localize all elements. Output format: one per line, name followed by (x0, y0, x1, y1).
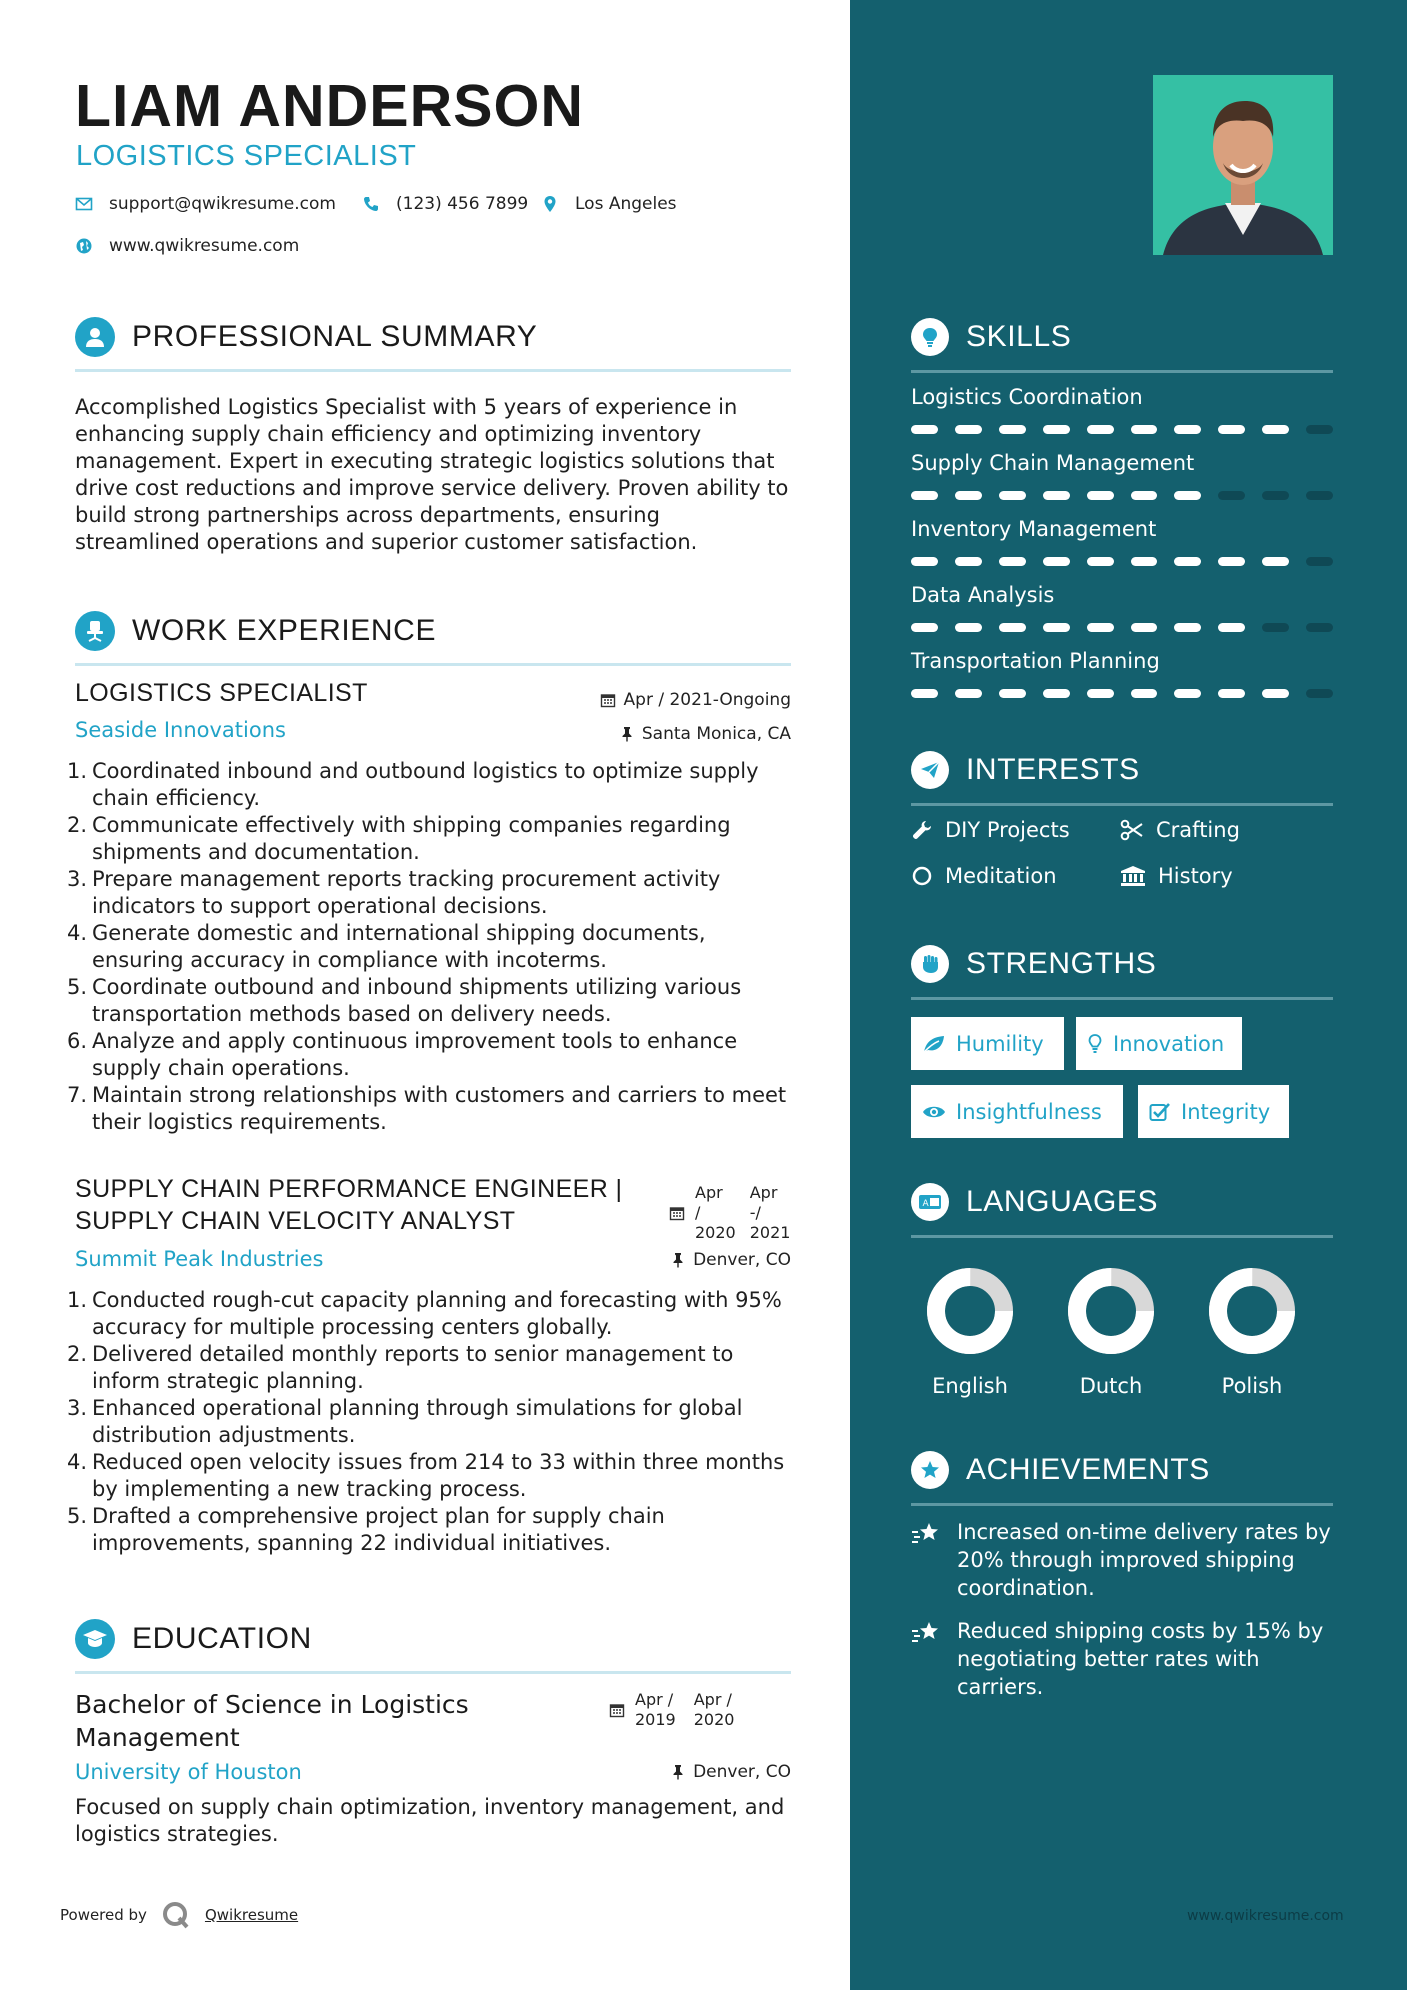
language-item: English (900, 1266, 1040, 1398)
education-entry (75, 1688, 791, 1848)
skill-level-dash (911, 689, 938, 698)
lightbulb-icon (911, 318, 949, 356)
office-chair-icon (75, 611, 115, 651)
education-location: Denver, CO (671, 1762, 791, 1782)
skill-level-dash (1131, 689, 1158, 698)
skill-level-dash (1262, 491, 1289, 500)
job-entry (67, 1173, 791, 1557)
skill-level-dash (1087, 689, 1114, 698)
skill-level-dash (999, 557, 1026, 566)
check-square-icon (1149, 1102, 1171, 1122)
list-item: 5. Drafted a comprehensive project plan for supply chain improvements, spanning 22 individual initiatives. (67, 1504, 665, 1555)
contact-email[interactable] (75, 194, 336, 214)
skill-level-dash (955, 689, 982, 698)
school-name: University of Houston (75, 1760, 302, 1784)
skill-level-dash (1174, 491, 1201, 500)
job-entry (67, 679, 791, 1136)
job-location (671, 1250, 791, 1270)
skill-level-dash (1262, 623, 1289, 632)
skill-level-dash (911, 491, 938, 500)
job-dates-text: Apr / 2021-Ongoing (623, 690, 791, 710)
job-dates: Apr / 2020 Apr -/ 2021 (669, 1183, 790, 1243)
qwikresume-logo-icon (161, 1900, 191, 1930)
skill-level-dash (1087, 557, 1114, 566)
skill-level-dash (1306, 425, 1333, 434)
phone-icon (362, 195, 380, 213)
section-divider (911, 370, 1333, 373)
skill-level-dash (999, 689, 1026, 698)
skill-level-dash (1131, 557, 1158, 566)
skill-level-dash (1174, 557, 1201, 566)
skill-level-dash (1262, 689, 1289, 698)
list-item: 2. Communicate effectively with shipping companies regarding shipments and documentation. (67, 813, 731, 864)
summary-section (75, 313, 791, 556)
job-title: LOGISTICS SPECIALIST (75, 679, 368, 707)
summary-text: Accomplished Logistics Specialist with 5 years of experience in enhancing supply chain efficiency and optimizing inventory management. Expert in executing strategic logistics solutions that drive cost reductions and improve service delivery. Proven ability to build strong partnerships across departments, ensuring streamlined operations and superior customer satisfaction. (75, 395, 789, 554)
strength-chip: Integrity (1138, 1085, 1289, 1138)
skill-level-dash (1174, 623, 1201, 632)
skill-level-dash (999, 623, 1026, 632)
skill-level-dash (999, 425, 1026, 434)
skill-level-dash (1131, 623, 1158, 632)
strength-chip: Insightfulness (911, 1085, 1123, 1138)
languages-heading: LANGUAGES (966, 1185, 1159, 1218)
achievement-item: Reduced shipping costs by 15% by negotiating better rates with carriers. (911, 1617, 1341, 1701)
scissors-icon (1120, 819, 1144, 841)
calendar-icon (600, 692, 616, 708)
skills-section (911, 313, 1333, 373)
skill-level-bar (911, 425, 1333, 434)
skill-level-dash (955, 425, 982, 434)
skill-level-dash (1218, 491, 1245, 500)
user-icon (75, 317, 115, 357)
section-divider (75, 663, 791, 666)
language-item: Dutch (1041, 1266, 1181, 1398)
website-text: www.qwikresume.com (109, 236, 300, 256)
skill-level-dash (1306, 689, 1333, 698)
svg-text:A: A (922, 1199, 929, 1209)
skill-level-dash (1218, 557, 1245, 566)
candidate-title: LOGISTICS SPECIALIST (76, 140, 417, 172)
eye-icon (922, 1103, 946, 1121)
candidate-name: LIAM ANDERSON (75, 73, 585, 139)
strength-chip: Innovation (1076, 1017, 1242, 1070)
skill-level-dash (1043, 491, 1070, 500)
list-item: 1. Conducted rough-cut capacity planning and forecasting with 95% accuracy for multiple processing centers globally. (67, 1288, 782, 1339)
brand-link[interactable]: Qwikresume (204, 1906, 299, 1924)
skill-level-dash (1131, 425, 1158, 434)
pushpin-icon (671, 1252, 685, 1268)
skill-level-dash (1306, 623, 1333, 632)
list-item: 3. Prepare management reports tracking procurement activity indicators to support operational decisions. (67, 867, 721, 918)
skill-level-dash (1174, 425, 1201, 434)
interest-item: DIY Projects (911, 818, 1070, 842)
paper-plane-icon (911, 751, 949, 789)
skill-level-dash (1262, 557, 1289, 566)
skill-level-dash (1043, 689, 1070, 698)
lightbulb-icon (1087, 1033, 1103, 1055)
map-marker-icon (541, 195, 559, 213)
language-level-donut (1066, 1266, 1156, 1356)
star-badge-icon (911, 1451, 949, 1489)
skill-level-dash (1043, 623, 1070, 632)
list-item: 3. Enhanced operational planning through simulations for global distribution adjustments. (67, 1396, 743, 1447)
location-text: Los Angeles (575, 194, 677, 214)
list-item: 2. Delivered detailed monthly reports to senior management to inform strategic planning. (67, 1342, 734, 1393)
wrench-icon (911, 819, 933, 841)
fist-icon (911, 945, 949, 983)
contact-website[interactable] (75, 236, 299, 256)
list-item: 4. Reduced open velocity issues from 214 to 33 within three months by implementing a new tracking process. (67, 1450, 785, 1501)
skill-level-bar (911, 491, 1333, 500)
summary-heading: PROFESSIONAL SUMMARY (132, 320, 538, 353)
job-location-text: Denver, CO (693, 1250, 791, 1270)
achievements-heading: ACHIEVEMENTS (966, 1453, 1210, 1486)
skill-item: Inventory Management (911, 517, 1333, 566)
skill-level-bar (911, 557, 1333, 566)
job-bullets (67, 758, 791, 1136)
skills-heading: SKILLS (966, 320, 1072, 353)
section-divider (75, 1671, 791, 1674)
interest-item: History (1120, 864, 1233, 888)
skill-level-dash (1087, 491, 1114, 500)
pushpin-icon (620, 726, 634, 742)
job-bullets (67, 1287, 791, 1557)
languages-section (911, 1178, 1333, 1238)
education-section (75, 1615, 791, 1674)
person-portrait-icon (1153, 75, 1333, 255)
list-item: 1. Coordinated inbound and outbound logistics to optimize supply chain efficiency. (67, 759, 759, 810)
institution-icon (1120, 865, 1146, 887)
profile-photo (1153, 75, 1333, 255)
skill-item: Logistics Coordination (911, 385, 1333, 434)
language-icon (911, 1183, 949, 1221)
list-item: 7. Maintain strong relationships with customers and carriers to meet their logistics requirements. (67, 1083, 787, 1134)
globe-icon (75, 237, 93, 255)
envelope-icon (75, 195, 93, 213)
skill-level-dash (911, 557, 938, 566)
graduation-cap-icon (75, 1619, 115, 1659)
section-divider (911, 997, 1333, 1000)
skill-item: Supply Chain Management (911, 451, 1333, 500)
footer-url: www.qwikresume.com (1187, 1908, 1344, 1924)
job-dates (600, 690, 791, 710)
skill-level-dash (955, 491, 982, 500)
contact-phone[interactable] (362, 194, 528, 214)
powered-by-label: Powered by (60, 1906, 147, 1924)
education-description: Focused on supply chain optimization, inventory management, and logistics strategies. (75, 1795, 785, 1846)
interest-item: Crafting (1120, 818, 1240, 842)
shooting-star-icon (911, 1520, 943, 1548)
skill-level-dash (955, 557, 982, 566)
interests-section (911, 746, 1333, 806)
skill-level-dash (911, 425, 938, 434)
education-dates: Apr / 2019 Apr / 2020 (609, 1690, 734, 1730)
email-text: support@qwikresume.com (109, 194, 336, 214)
skill-level-dash (911, 623, 938, 632)
circle-icon (911, 865, 933, 887)
skill-level-dash (999, 491, 1026, 500)
strengths-section (911, 940, 1333, 1000)
skill-item: Data Analysis (911, 583, 1333, 632)
pushpin-icon (671, 1764, 685, 1780)
degree-title: Bachelor of Science in Logistics Management (75, 1690, 469, 1752)
achievements-section (911, 1446, 1333, 1506)
skill-level-bar (911, 689, 1333, 698)
company-name: Summit Peak Industries (75, 1247, 324, 1271)
skill-level-dash (1262, 425, 1289, 434)
experience-heading: WORK EXPERIENCE (132, 614, 437, 647)
list-item: 4. Generate domestic and international shipping documents, ensuring accuracy in compliance with incoterms. (67, 921, 706, 972)
achievement-item: Increased on-time delivery rates by 20% through improved shipping coordination. (911, 1518, 1341, 1602)
powered-by (60, 1900, 298, 1930)
skill-level-dash (1174, 689, 1201, 698)
calendar-icon (669, 1205, 685, 1221)
skill-level-dash (955, 623, 982, 632)
shooting-star-icon (911, 1619, 943, 1647)
skill-level-dash (1043, 557, 1070, 566)
education-heading: EDUCATION (132, 1622, 312, 1655)
language-item: Polish (1182, 1266, 1322, 1398)
skill-level-bar (911, 623, 1333, 632)
skill-level-dash (1306, 491, 1333, 500)
section-divider (75, 369, 791, 372)
section-divider (911, 803, 1333, 806)
skill-level-dash (1218, 425, 1245, 434)
skill-level-dash (1087, 425, 1114, 434)
list-item: 6. Analyze and apply continuous improvement tools to enhance supply chain operations. (67, 1029, 738, 1080)
skill-level-dash (1087, 623, 1114, 632)
interests-heading: INTERESTS (966, 753, 1140, 786)
leaf-icon (922, 1034, 946, 1054)
skill-item: Transportation Planning (911, 649, 1333, 698)
phone-text: (123) 456 7899 (396, 194, 529, 214)
company-name: Seaside Innovations (75, 718, 286, 742)
skill-level-dash (1218, 689, 1245, 698)
skill-level-dash (1131, 491, 1158, 500)
section-divider (911, 1503, 1333, 1506)
strengths-heading: STRENGTHS (966, 947, 1157, 980)
experience-section (75, 607, 791, 666)
skill-level-dash (1306, 557, 1333, 566)
contact-location (541, 194, 677, 214)
interest-item: Meditation (911, 864, 1057, 888)
language-level-donut (1207, 1266, 1297, 1356)
language-level-donut (925, 1266, 1015, 1356)
section-divider (911, 1235, 1333, 1238)
skill-level-dash (1218, 623, 1245, 632)
job-title: SUPPLY CHAIN PERFORMANCE ENGINEER | SUPPLY CHAIN VELOCITY ANALYST (75, 1175, 623, 1235)
strength-chip: Humility (911, 1017, 1064, 1070)
skill-level-dash (1043, 425, 1070, 434)
list-item: 5. Coordinate outbound and inbound shipments utilizing various transportation methods based on delivery needs. (67, 975, 742, 1026)
job-location (620, 724, 791, 744)
calendar-icon (609, 1702, 625, 1718)
job-location-text: Santa Monica, CA (641, 724, 791, 744)
